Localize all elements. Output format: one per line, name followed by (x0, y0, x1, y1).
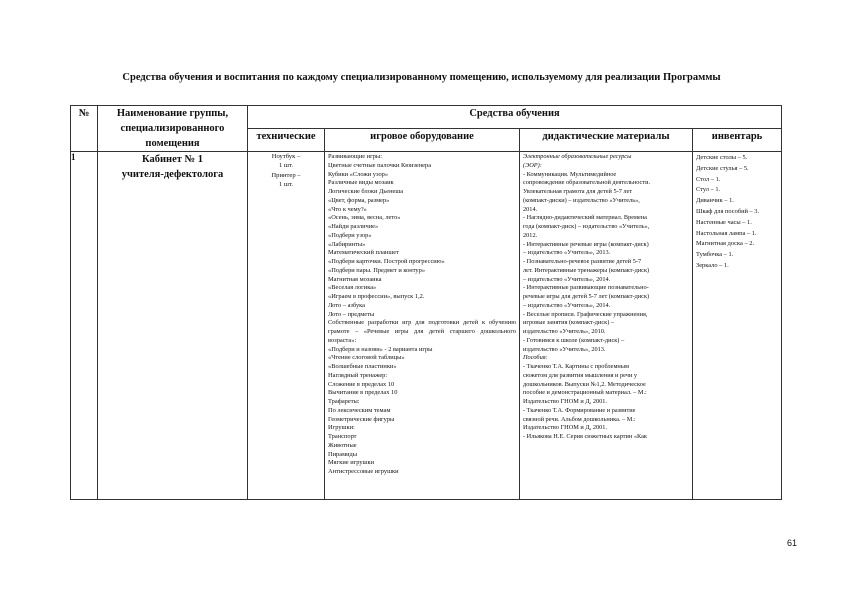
game-item: Мягкие игрушки (328, 459, 374, 467)
game-item: Математический планшет (328, 249, 399, 257)
didactic-line: - Коммуникация. Мультимедийное (523, 170, 617, 178)
didactic-line: Увлекательная грамота для детей 5-7 лет (523, 188, 633, 195)
game-item: «Лабиринты» (328, 240, 366, 248)
didactic-line: Пособия: (523, 354, 548, 362)
didactic-line: издательство «Учитель», 2013. (523, 345, 606, 353)
inventory-item: Диванчик – 1. (696, 197, 734, 205)
room-line: Кабинет № 1 (142, 154, 203, 165)
game-equipment-cell (325, 152, 520, 500)
didactic-line: речевые игры для детей 5-7 лет (компакт-диск) (523, 293, 650, 300)
game-item: Различные виды мозаик (328, 179, 394, 187)
game-item: «Подбери узор» (328, 231, 372, 239)
technical-line: 1 шт. (278, 181, 294, 189)
game-item: Вычитание в пределах 10 (328, 389, 398, 397)
game-item: «Что к чему?» (328, 205, 367, 213)
game-item: «Играем в профессии», выпуск 1,2. (328, 293, 425, 300)
technical-line: Принтер – (271, 171, 301, 179)
didactic-line: - Интерактивные развивающие познавательно- (523, 284, 649, 292)
game-item: Антистрессовые игрушки (328, 468, 399, 475)
inventory-cell (693, 152, 782, 500)
game-item: Собственные разработки игр для подготовки детей к обучению грамоте – «Речевые игры для детей старшего дошкольного возраста»: (328, 319, 516, 344)
game-item: Цветные счетные палочки Кюизенера (328, 161, 432, 169)
inventory-item: Настенные часы – 1. (696, 218, 752, 226)
header-group-line: специализированного (120, 123, 225, 134)
didactic-line: - Ткаченко Т.А. Картины с проблемным (523, 363, 630, 370)
header-teaching-means: Средства обучения (248, 106, 782, 129)
inventory-item: Детские стулья – 5. (696, 164, 749, 172)
didactic-line: (ЭОР): (523, 161, 542, 169)
game-item: Транспорт (328, 433, 357, 440)
row-number: 1 (71, 152, 98, 500)
didactic-line: игровые занятия (компакт-диск) – (523, 319, 615, 327)
header-group-name (98, 106, 248, 152)
didactic-line: – издательство «Учитель», 2014. (523, 301, 611, 309)
game-item: «Найди различие» (328, 223, 379, 230)
didactic-line: лет. Интерактивные тренажеры (компакт-диск) (523, 266, 650, 274)
header-group-line: Наименование группы, (116, 108, 229, 119)
game-item: Магнитная мозаика (328, 275, 382, 283)
inventory-item: Настольная лампа – 1. (696, 229, 757, 237)
technical-line: Ноутбук – (271, 153, 301, 160)
header-game-equipment: игровое оборудование (325, 129, 520, 152)
inventory-item: Магнитная доска – 2. (696, 240, 755, 248)
technical-line: 1 шт. (278, 162, 294, 170)
didactic-line: Электронные образовательные ресурсы (523, 153, 632, 160)
game-item: Трафареты: (328, 398, 360, 405)
game-item: По лексическим темам (328, 406, 391, 414)
inventory-item: Стол – 1. (696, 175, 721, 183)
page-number: 61 (787, 538, 798, 548)
game-item: Животные (328, 441, 357, 449)
header-group-line: помещения (145, 138, 200, 149)
didactic-line: – издательство «Учитель», 2014. (523, 275, 611, 283)
didactic-line: 2014. (523, 205, 538, 213)
teaching-means-table (70, 105, 782, 500)
game-item: Геометрические фигуры (328, 415, 395, 423)
didactic-line: - Ильякова Н.Е. Серия сюжетных картин «Как (523, 433, 647, 440)
game-item: Игрушки: (328, 424, 355, 432)
didactic-line: - Веселые прописи. Графические упражнения, (523, 310, 648, 318)
didactic-line: 2012. (523, 231, 538, 239)
didactic-cell (520, 152, 693, 500)
game-item: Лото – предметы (328, 310, 375, 318)
didactic-line: - Ткаченко Т.А. Формирование и развитие (523, 406, 636, 414)
didactic-line: - Готовимся к школе (компакт-диск) – (523, 336, 625, 344)
didactic-line: связной речи. Альбом дошкольника. – М.: (523, 415, 636, 423)
inventory-item: Шкаф для пособий – 3. (696, 207, 760, 215)
didactic-line: - Познавательно-речевое развитие детей 5-7 (523, 258, 642, 265)
didactic-line: (компакт-диски) – издательство «Учитель», (523, 196, 640, 204)
header-didactic: дидактические материалы (520, 129, 693, 152)
game-item: «Цвет, форма, размер» (328, 196, 390, 204)
game-item: Развивающие игры: (328, 153, 382, 160)
game-item: Пирамиды (328, 450, 358, 458)
table-row (71, 152, 782, 500)
inventory-item: Зеркало – 1. (696, 261, 729, 269)
header-inventory: инвентарь (693, 129, 782, 152)
game-item: «Осень, зима, весна, лето» (328, 214, 401, 222)
game-item: «Чтение слоговой таблицы» (328, 354, 405, 362)
didactic-line: – издательство «Учитель», 2013. (523, 249, 611, 257)
room-name (98, 152, 248, 500)
didactic-line: дошкольников. Выпуски №1,2. Методическое (523, 380, 646, 388)
game-item: «Подбери пары. Предмет и контур» (328, 266, 426, 274)
didactic-line: года (компакт-диск) – издательство «Учитель», (523, 223, 650, 230)
didactic-line: - Наглядно-дидактический материал. Времена (523, 214, 647, 222)
didactic-line: - Интерактивные речевые игры (компакт-диск) (523, 240, 649, 248)
inventory-item: Детские столы – 5. (696, 154, 748, 161)
game-item: Наглядный тренажер: (328, 371, 388, 379)
page-title: Средства обучения и воспитания по каждому специализированному помещению, используемому для реализации Программы (122, 72, 721, 83)
inventory-item: Тумбочка – 1. (696, 251, 734, 259)
game-item: Кубики «Сложи узор» (328, 170, 389, 178)
game-item: «Подбери и назови» - 2 варианта игры (328, 345, 433, 353)
didactic-line: сюжетом для развития мышления и речи у (523, 371, 638, 379)
game-item: «Волшебные пластинки» (328, 363, 397, 370)
didactic-line: Издательство ГНОМ и Д, 2001. (523, 398, 607, 405)
inventory-item: Стул – 1. (696, 186, 721, 194)
room-line: учителя-дефектолога (121, 169, 224, 180)
didactic-line: Издательство ГНОМ и Д, 2001. (523, 424, 607, 432)
game-item: Лото – азбука (328, 301, 365, 309)
header-technical: технические (248, 129, 325, 152)
didactic-line: сопровождение образовательной деятельности. (523, 179, 651, 187)
didactic-line: пособие и демонстрационный материал. – М.: (523, 389, 647, 397)
header-number: № (71, 106, 98, 152)
game-item: «Веселая логика» (328, 284, 377, 292)
game-item: Логические блоки Дьенеша (328, 188, 404, 195)
technical-cell (248, 152, 325, 500)
didactic-line: издательство «Учитель», 2010. (523, 328, 606, 335)
game-item: «Подбери карточки. Построй прогрессию» (328, 258, 445, 265)
game-item: Сложение в пределах 10 (328, 380, 395, 388)
